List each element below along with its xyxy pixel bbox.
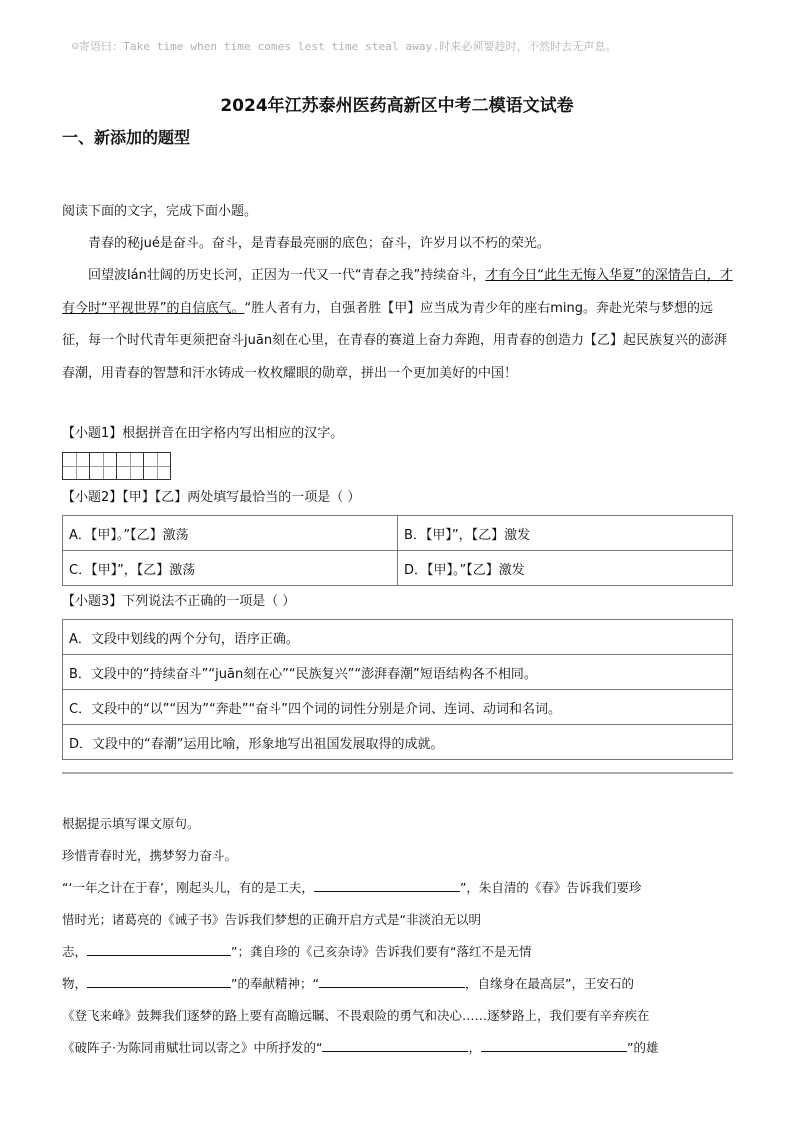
answer-blank[interactable]: [319, 973, 465, 988]
fill-text: 《破阵子·为陈同甫赋壮词以寄之》中所抒发的“: [62, 1040, 323, 1055]
q3-option-c[interactable]: C．文段中的“以”“因为”“奔赴”“奋斗”四个词的词性分别是介词、连词、动词和名词。: [63, 690, 733, 725]
tianzige-cell[interactable]: [89, 452, 117, 480]
fill-line-5: 《登飞来峰》鼓舞我们逐梦的路上要有高瞻远瞩、不畏艰险的勇气和决心……逐梦路上，我们要有辛弃疾在: [62, 1008, 650, 1023]
fill-in-question: [62, 808, 733, 1064]
q3-options-table: [62, 619, 733, 760]
passage-paragraph-1: 青春的秘jué是奋斗。奋斗，是青春最亮丽的底色；奋斗，许岁月以不朽的荣光。: [88, 236, 550, 251]
q2-options-table: [62, 515, 733, 586]
tianzige-cell[interactable]: [143, 452, 171, 480]
fill-text: ”；龚自珍的《己亥杂诗》告诉我们要有“落红不是无情: [231, 944, 532, 959]
fill-text: “‘一年之计在于春’，刚起头儿，有的是工夫，: [62, 880, 314, 895]
question-2: [62, 481, 733, 586]
fill-instruction: 根据提示填写课文原句。: [62, 816, 200, 831]
q3-label: 【小题3】下列说法不正确的一项是（ ）: [62, 594, 296, 609]
q2-label: 【小题2】【甲】【乙】两处填写最恰当的一项是（ ）: [62, 490, 361, 505]
tianzige-cell[interactable]: [62, 452, 90, 480]
q3-option-b[interactable]: B．文段中的“持续奋斗”“juān刻在心”“民族复兴”“澎湃春潮”短语结构各不相同。: [63, 655, 733, 690]
fill-line-3: [62, 936, 733, 968]
passage-p2-rest: “胜人者有力，自强者胜【甲】应当成为青少年的座右ming。奔赴光荣与梦想的远征，每一个时代青年更须把奋斗juān刻在心里，在青春的赛道上奋力奔跑，用青春的创造力【乙】起民族复兴的澎湃春潮，用青春的智慧和汗水铸成一枚枚耀眼的勋章，拼出一个更加美好的中国！: [62, 300, 728, 381]
page-title: 2024年江苏泰州医药高新区中考二模语文试卷: [220, 96, 574, 116]
fill-theme: 珍惜青春时光，携梦努力奋斗。: [62, 848, 238, 863]
q2-option-c[interactable]: C．【甲】”，【乙】激荡: [63, 551, 398, 586]
answer-blank[interactable]: [322, 1037, 468, 1052]
fill-text: ，自缘身在最高层”，王安石的: [464, 976, 634, 991]
fill-text: 志，: [62, 944, 88, 959]
fill-text: ，: [468, 1040, 481, 1055]
passage-paragraph-2: [62, 260, 733, 390]
answer-blank[interactable]: [87, 973, 231, 988]
fill-text: ”的奉献精神；“: [231, 976, 319, 991]
passage-p2-start: 回望波lán壮阔的历史长河，正因为一代又一代“青春之我”持续奋斗，: [88, 268, 486, 283]
answer-blank[interactable]: [481, 1037, 627, 1052]
fill-text: 物，: [62, 976, 88, 991]
section-heading: 一、新添加的题型: [62, 128, 191, 147]
reading-passage: [62, 196, 733, 390]
fill-text: ”，朱自清的《春》告诉我们要珍: [459, 880, 642, 895]
q2-option-a[interactable]: A．【甲】。”【乙】激荡: [63, 516, 398, 551]
question-1: [62, 418, 733, 480]
q2-option-b[interactable]: B．【甲】”，【乙】激发: [398, 516, 733, 551]
question-3: [62, 585, 733, 760]
q3-option-a[interactable]: A．文段中划线的两个分句，语序正确。: [63, 620, 733, 655]
tianzige-cell[interactable]: [116, 452, 144, 480]
underlined-clauses: 才有今日“此生无悔入华夏”的深情告白，才有今时“平视世界”的自信底气。: [62, 268, 733, 316]
q2-option-d[interactable]: D．【甲】。”【乙】激发: [398, 551, 733, 586]
q1-label: 【小题1】根据拼音在田字格内写出相应的汉字。: [62, 426, 344, 441]
reading-instruction: 阅读下面的文字，完成下面小题。: [62, 204, 258, 219]
fill-line-1: [62, 872, 733, 904]
q3-option-d[interactable]: D．文段中的“春潮”运用比喻，形象地写出祖国发展取得的成就。: [63, 725, 733, 760]
answer-blank[interactable]: [314, 877, 460, 892]
fill-line-4: [62, 968, 733, 1000]
section-divider: [62, 772, 733, 774]
tianzige-grid: [62, 452, 733, 480]
motto-header: ☺寄语曰：Take time when time comes lest time steal away.时来必须要趁时，不然时去无声息。: [72, 40, 617, 53]
fill-line-2: 惜时光；诸葛亮的《诫子书》告诉我们梦想的正确开启方式是“非淡泊无以明: [62, 912, 481, 927]
fill-text: ”的雄: [626, 1040, 659, 1055]
answer-blank[interactable]: [87, 941, 231, 956]
fill-line-6: [62, 1032, 733, 1064]
